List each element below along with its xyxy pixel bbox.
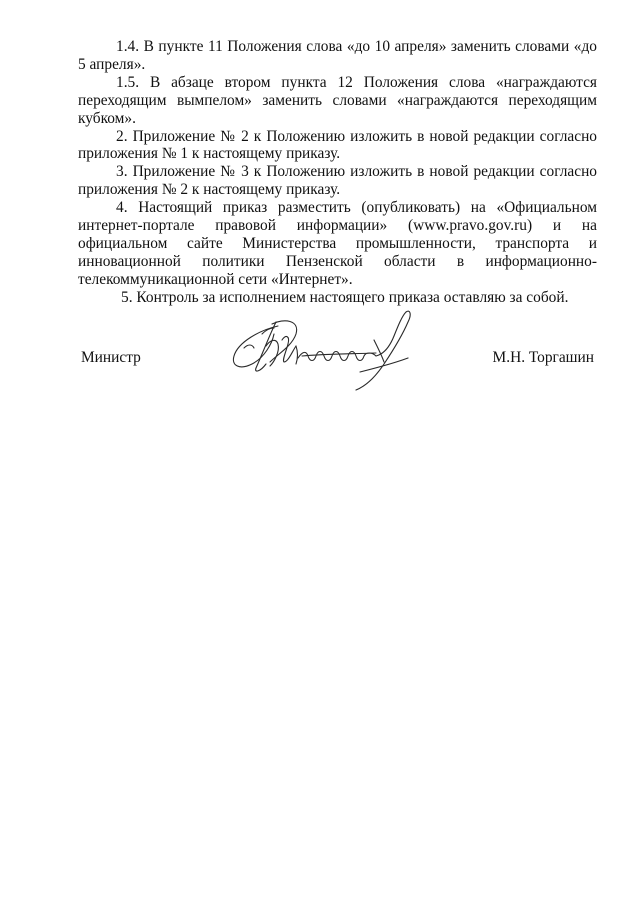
signer-name: М.Н. Торгашин	[492, 349, 594, 366]
signature-block	[78, 349, 597, 371]
handwritten-signature	[226, 300, 426, 395]
order-text	[78, 38, 597, 307]
paragraph-1-4: 1.4. В пункте 11 Положения слова «до 10 апреля» заменить словами «до 5 апреля».	[78, 38, 597, 73]
paragraph-4: 4. Настоящий приказ разместить (опубликовать) на «Официальном интернет-портале правовой информации» (www.pravo.gov.ru) и на официальном сайте Министерства промышленности, транспорта и инновационной политики Пензенской области в информационно-телекоммуникационной сети «Интернет».	[78, 199, 597, 288]
paragraph-3: 3. Приложение № 3 к Положению изложить в новой редакции согласно приложения № 2 к настоящему приказу.	[78, 163, 597, 199]
paragraph-1-5: 1.5. В абзаце втором пункта 12 Положения слова «награждаются переходящим вымпелом» заменить словами «награждаются переходящим кубком».	[78, 73, 597, 127]
signer-title: Министр	[81, 349, 141, 366]
paragraph-2: 2. Приложение № 2 к Положению изложить в новой редакции согласно приложения № 1 к настоящему приказу.	[78, 127, 597, 163]
paragraph-5: 5. Контроль за исполнением настоящего приказа оставляю за собой.	[121, 288, 569, 306]
